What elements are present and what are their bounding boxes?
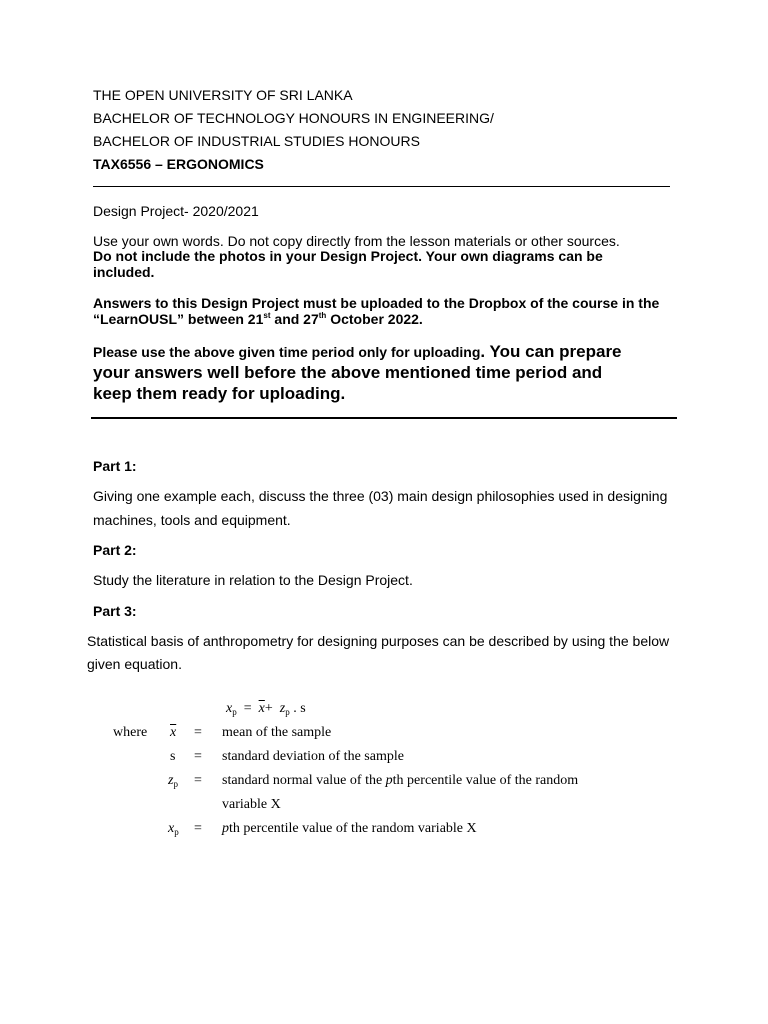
course-title: TAX6556 – ERGONOMICS <box>93 156 264 172</box>
upload-text-a: “LearnOUSL” between 21 <box>93 311 264 327</box>
def-equals-1: = <box>194 725 202 740</box>
upload-note-line2 <box>93 311 423 327</box>
own-words-note: Use your own words. Do not copy directly from the lesson materials or other sources. <box>93 233 620 249</box>
no-photos-note: Do not include the photos in your Design Project. Your own diagrams can be included. <box>93 248 603 280</box>
period-large-text-3: keep them ready for uploading. <box>93 384 346 403</box>
def-equals-4: = <box>194 821 202 836</box>
def-symbol-s: s <box>170 749 176 764</box>
where-label: where <box>113 725 148 740</box>
def-xp-desc-p: p <box>222 821 229 836</box>
part1-title: Part 1: <box>93 458 137 474</box>
part3-text-line2: given equation. <box>87 656 182 672</box>
part3-title: Part 3: <box>93 603 137 619</box>
part1-text-line1: Giving one example each, discuss the three (03) main design philosophies used in designing <box>93 488 668 504</box>
part2-text: Study the literature in relation to the Design Project. <box>93 572 413 588</box>
def-desc-s: standard deviation of the sample <box>222 749 404 764</box>
def-xp-var: x <box>168 821 175 836</box>
def-zp-desc-b: th percentile value of the random <box>392 773 579 788</box>
eq-dot-s: . s <box>293 701 306 716</box>
degree-line-1: BACHELOR OF TECHNOLOGY HONOURS IN ENGINEERING/ <box>93 110 494 126</box>
def-zp-var: z <box>168 773 174 788</box>
def-zp-desc-p: p <box>385 773 393 788</box>
eq-z-var: z <box>279 701 286 716</box>
eq-plus: + <box>264 701 273 716</box>
def-symbol-zp <box>168 773 178 789</box>
def-xp-sub: p <box>174 827 179 837</box>
equation <box>226 701 306 717</box>
def-symbol-mean: $\overline{x}$ <box>170 725 177 740</box>
def-zp-sub: p <box>173 779 178 789</box>
period-large-text-1: . You can prepare <box>480 342 622 361</box>
degree-line-2: BACHELOR OF INDUSTRIAL STUDIES HONOURS <box>93 133 420 149</box>
part2-title: Part 2: <box>93 542 137 558</box>
upload-text-c: October 2022. <box>326 311 423 327</box>
def-xp-desc-b: th percentile value of the random variable X <box>229 821 477 836</box>
part1-text-line2: machines, tools and equipment. <box>93 512 291 528</box>
def-zp-desc-a: standard normal value of the <box>222 773 386 788</box>
upload-note-line1: Answers to this Design Project must be uploaded to the Dropbox of the course in the <box>93 295 660 311</box>
part3-text-line1: Statistical basis of anthropometry for designing purposes can be described by using the below <box>87 633 670 649</box>
eq-z-sub: p <box>285 707 290 717</box>
eq-equals: = <box>243 701 252 716</box>
superscript-th: th <box>318 311 327 320</box>
eq-mean-var: $\overline{x}$ <box>258 701 265 716</box>
def-desc-zp <box>222 773 578 789</box>
header-divider <box>93 186 670 187</box>
superscript-st: st <box>263 311 271 320</box>
def-equals-2: = <box>194 749 202 764</box>
instructions-divider <box>91 417 677 419</box>
period-note <box>93 342 622 405</box>
def-desc-mean: mean of the sample <box>222 725 332 740</box>
upload-text-b: and 27 <box>270 311 319 327</box>
period-small-text: Please use the above given time period only for uploading <box>93 344 481 360</box>
eq-lhs-sub: p <box>232 707 237 717</box>
def-desc-xp <box>222 821 477 837</box>
period-large-text-2: your answers well before the above mentioned time period and <box>93 363 603 382</box>
university-name: THE OPEN UNIVERSITY OF SRI LANKA <box>93 87 353 103</box>
def-symbol-xp <box>168 821 179 837</box>
def-desc-zp-line2: variable X <box>222 797 281 812</box>
def-equals-3: = <box>194 773 202 788</box>
eq-lhs-var: x <box>226 701 233 716</box>
project-title: Design Project- 2020/2021 <box>93 203 259 219</box>
